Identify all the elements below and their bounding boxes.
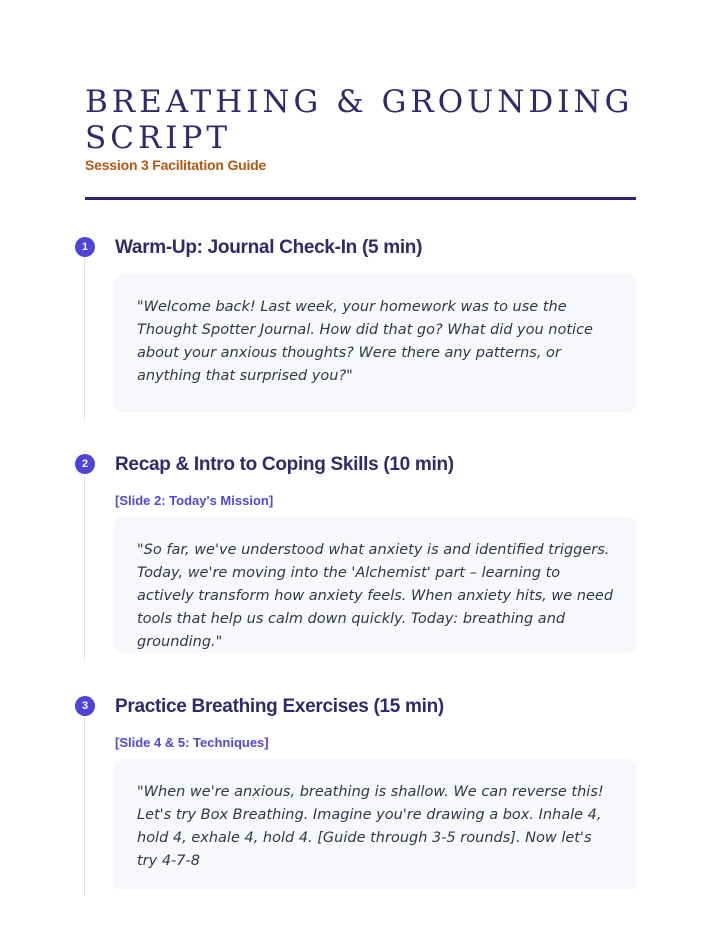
step-heading: Practice Breathing Exercises (15 min) (115, 696, 444, 717)
step-number-badge: 2 (75, 454, 95, 474)
timeline-line (84, 247, 85, 421)
step-heading: Warm-Up: Journal Check-In (5 min) (115, 237, 423, 258)
step-number-badge: 1 (75, 237, 95, 257)
step-heading: Recap & Intro to Coping Skills (10 min) (115, 454, 454, 475)
script-quote: "Welcome back! Last week, your homework was to use the Thought Spotter Journal. How did that go? What did you notice about your anxious thoughts? Were there any patterns, or anything that surprised you?" (137, 299, 593, 384)
timeline-line (84, 706, 85, 896)
page-title: BREATHING & GROUNDING SCRIPT (85, 84, 634, 156)
script-card (114, 759, 636, 889)
script-card (114, 274, 636, 412)
header-divider (85, 197, 636, 200)
step-number-badge: 3 (75, 696, 95, 716)
slide-reference: [Slide 2: Today's Mission] (115, 493, 274, 508)
script-quote: "When we're anxious, breathing is shallow. We can reverse this! Let's try Box Breathing. Imagine you're drawing a box. Inhale 4, hold 4, exhale 4, hold 4. [Guide through 3-5 rounds]. Now let's try 4-7-8 (137, 784, 604, 869)
slide-reference: [Slide 4 & 5: Techniques] (115, 735, 269, 750)
page-subtitle: Session 3 Facilitation Guide (85, 157, 267, 173)
script-card (114, 517, 636, 653)
timeline-line (84, 464, 85, 662)
script-quote: "So far, we've understood what anxiety is and identified triggers. Today, we're moving into the 'Alchemist' part – learning to actively transform how anxiety feels. When anxiety hits, we need tools that help us calm down quickly. Today: breathing and grounding." (137, 542, 614, 650)
